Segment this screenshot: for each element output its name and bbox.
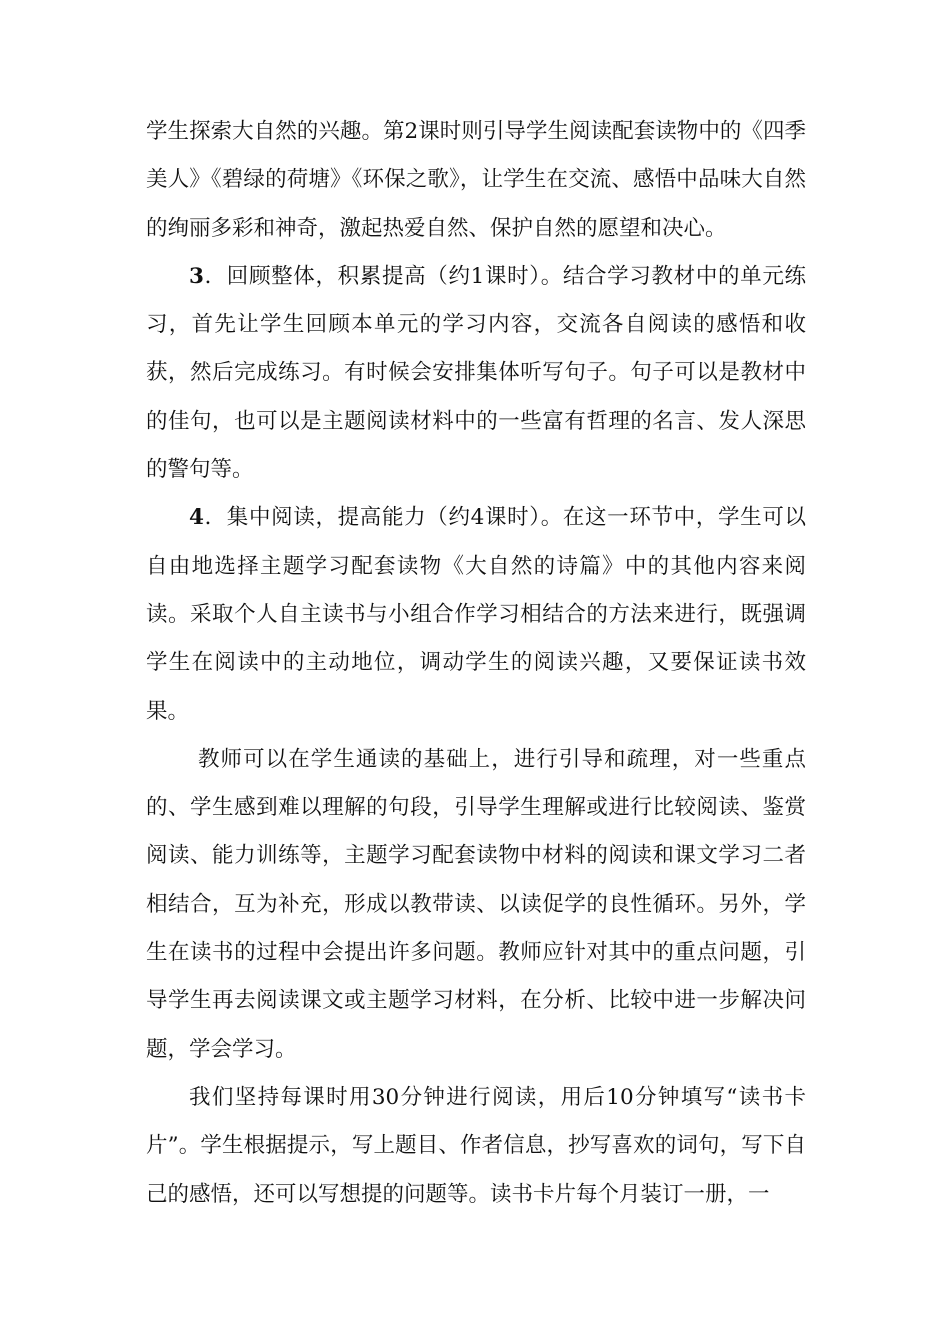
paragraph-text: ．回顾整体，积累提高（约1课时）。结合学习教材中的单元练习，首先让学生回顾本单元的学习内容，交流各自阅读的感悟和收获，然后完成练习。有时候会安排集体听写句子。句子可以是教材中的佳句，也可以是主题阅读材料中的一些富有哲理的名言、发人深思的警句等。: [146, 263, 806, 483]
paragraph-step-3: [146, 253, 806, 494]
paragraph-text: ．集中阅读，提高能力（约4课时）。在这一环节中，学生可以自由地选择主题学习配套读物《大自然的诗篇》中的其他内容来阅读。采取个人自主读书与小组合作学习相结合的方法来进行，既强调学生在阅读中的主动地位，调动学生的阅读兴趣，又要保证读书效果。: [146, 505, 806, 724]
step-number: 3: [189, 263, 204, 289]
paragraph-continuation: 学生探索大自然的兴趣。第2课时则引导学生阅读配套读物中的《四季美人》《碧绿的荷塘》《环保之歌》，让学生在交流、感悟中品味大自然的绚丽多彩和神奇，激起热爱自然、保护自然的愿望和决心。: [146, 119, 806, 241]
document-body: [146, 108, 806, 1219]
step-number: 4: [189, 505, 204, 531]
paragraph-reading-card: 我们坚持每课时用30分钟进行阅读，用后10分钟填写“读书卡片”。学生根据提示，写上题目、作者信息，抄写喜欢的词句，写下自己的感悟，还可以写想提的问题等。读书卡片每个月装订一册，一: [146, 1084, 806, 1207]
paragraph-teacher-guidance: 教师可以在学生通读的基础上，进行引导和疏理，对一些重点的、学生感到难以理解的句段，引导学生理解或进行比较阅读、鉴赏阅读、能力训练等，主题学习配套读物中材料的阅读和课文学习二者相结合，互为补充，形成以教带读、以读促学的良性循环。另外，学生在读书的过程中会提出许多问题。教师应针对其中的重点问题，引导学生再去阅读课文或主题学习材料，在分析、比较中进一步解决问题，学会学习。: [146, 746, 806, 1062]
paragraph-step-4: [146, 494, 806, 735]
